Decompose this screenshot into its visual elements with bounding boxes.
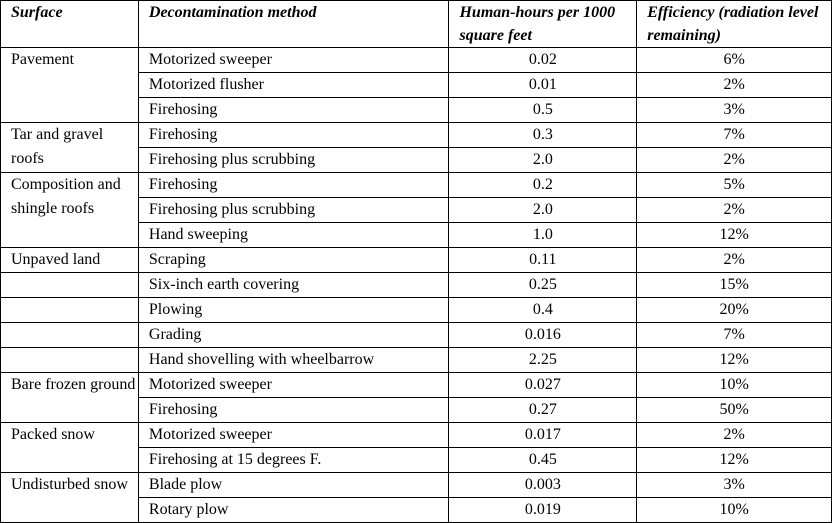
hours-cell: 0.01 [449,73,637,98]
surface-cell: Undisturbed snow [1,473,139,523]
hours-cell: 0.027 [449,373,637,398]
method-cell: Grading [138,323,449,348]
method-cell: Firehosing [138,123,449,148]
method-cell: Plowing [138,298,449,323]
header-efficiency: Efficiency (radiation level remaining) [637,1,832,48]
method-cell: Six-inch earth covering [138,273,449,298]
method-cell: Firehosing plus scrubbing [138,198,449,223]
hours-cell: 0.003 [449,473,637,498]
hours-cell: 0.016 [449,323,637,348]
table-row [1,248,832,273]
surface-cell: Pavement [1,48,139,123]
efficiency-cell: 2% [637,148,832,173]
table-row [1,323,832,348]
surface-cell [1,273,139,298]
hours-cell: 0.3 [449,123,637,148]
table-row [1,273,832,298]
header-row [1,1,832,48]
hours-cell: 0.27 [449,398,637,423]
method-cell: Blade plow [138,473,449,498]
method-cell: Hand shovelling with wheelbarrow [138,348,449,373]
surface-cell [1,298,139,323]
method-cell: Motorized sweeper [138,423,449,448]
header-method: Decontamination method [138,1,449,48]
surface-cell: Packed snow [1,423,139,473]
efficiency-cell: 3% [637,98,832,123]
hours-cell: 1.0 [449,223,637,248]
efficiency-cell: 20% [637,298,832,323]
efficiency-cell: 7% [637,123,832,148]
method-cell: Firehosing [138,173,449,198]
efficiency-cell: 3% [637,473,832,498]
hours-cell: 0.5 [449,98,637,123]
surface-cell: Bare frozen ground [1,373,139,423]
method-cell: Motorized sweeper [138,48,449,73]
method-cell: Firehosing [138,398,449,423]
efficiency-cell: 2% [637,73,832,98]
header-surface: Surface [1,1,139,48]
surface-cell: Composition and shingle roofs [1,173,139,248]
efficiency-cell: 2% [637,423,832,448]
method-cell: Scraping [138,248,449,273]
method-cell: Motorized sweeper [138,373,449,398]
efficiency-cell: 10% [637,498,832,523]
method-cell: Hand sweeping [138,223,449,248]
method-cell: Firehosing at 15 degrees F. [138,448,449,473]
efficiency-cell: 12% [637,223,832,248]
table-row [1,173,832,198]
efficiency-cell: 7% [637,323,832,348]
hours-cell: 0.45 [449,448,637,473]
table-body [1,48,832,523]
header-hours: Human-hours per 1000 square feet [449,1,637,48]
hours-cell: 0.25 [449,273,637,298]
surface-cell [1,323,139,348]
efficiency-cell: 10% [637,373,832,398]
table-row [1,373,832,398]
hours-cell: 0.2 [449,173,637,198]
surface-cell: Unpaved land [1,248,139,273]
method-cell: Rotary plow [138,498,449,523]
method-cell: Firehosing plus scrubbing [138,148,449,173]
hours-cell: 0.017 [449,423,637,448]
hours-cell: 2.0 [449,148,637,173]
table-row [1,48,832,73]
hours-cell: 2.25 [449,348,637,373]
table-row [1,298,832,323]
table-row [1,473,832,498]
method-cell: Firehosing [138,98,449,123]
efficiency-cell: 2% [637,248,832,273]
hours-cell: 2.0 [449,198,637,223]
hours-cell: 0.11 [449,248,637,273]
efficiency-cell: 5% [637,173,832,198]
efficiency-cell: 6% [637,48,832,73]
method-cell: Motorized flusher [138,73,449,98]
efficiency-cell: 2% [637,198,832,223]
hours-cell: 0.4 [449,298,637,323]
efficiency-cell: 12% [637,348,832,373]
hours-cell: 0.019 [449,498,637,523]
table-row [1,123,832,148]
table-row [1,423,832,448]
surface-cell: Tar and gravel roofs [1,123,139,173]
table-row [1,348,832,373]
efficiency-cell: 12% [637,448,832,473]
efficiency-cell: 50% [637,398,832,423]
efficiency-cell: 15% [637,273,832,298]
surface-cell [1,348,139,373]
hours-cell: 0.02 [449,48,637,73]
